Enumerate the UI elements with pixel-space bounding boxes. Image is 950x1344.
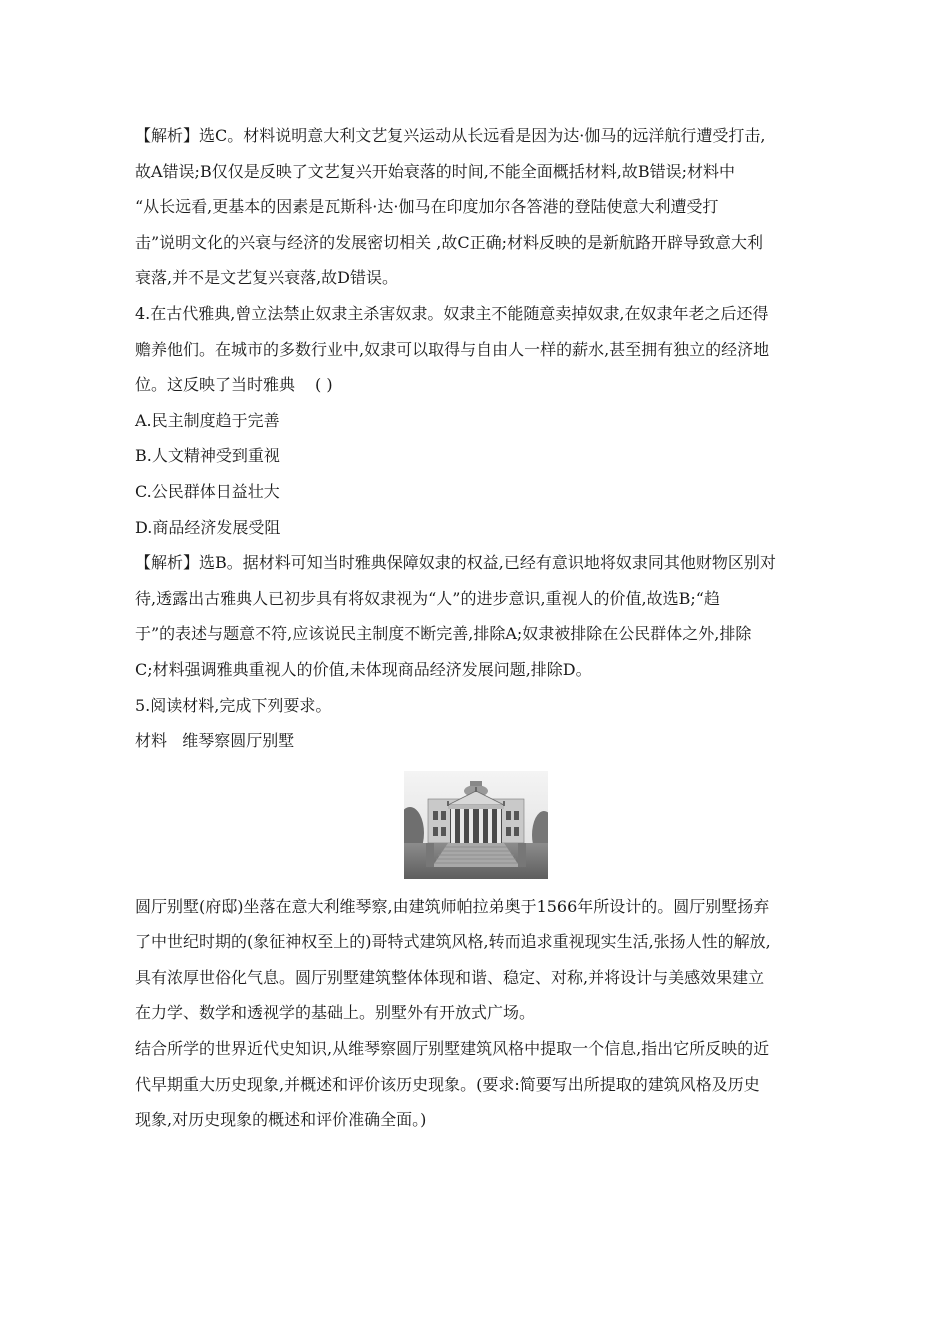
q3-analysis-line-2: 故A错误;B仅仅是反映了文艺复兴开始衰落的时间,不能全面概括材料,故B错误;材料中 [135, 161, 736, 181]
q5-material-line-1: 圆厅别墅(府邸)坐落在意大利维琴察,由建筑师帕拉弟奥于1566年所设计的。圆厅别墅扬弃 [135, 896, 770, 916]
q5-material-title: 材料 维琴察圆厅别墅 [135, 731, 295, 751]
q3-analysis-line-3: “从长远看,更基本的因素是瓦斯科·达·伽马在印度加尔各答港的登陆使意大利遭受打 [135, 197, 719, 217]
q4-option-b: B.人文精神受到重视 [135, 446, 280, 466]
q4-stem-line-1: 4.在古代雅典,曾立法禁止奴隶主杀害奴隶。奴隶主不能随意卖掉奴隶,在奴隶年老之后还得 [135, 303, 769, 323]
q5-material-line-3: 具有浓厚世俗化气息。圆厅别墅建筑整体体现和谐、稳定、对称,并将设计与美感效果建立 [135, 967, 765, 987]
q4-analysis-line-1: 【解析】选B。据材料可知当时雅典保障奴隶的权益,已经有意识地将奴隶同其他财物区别对 [135, 553, 776, 573]
q5-task-line-1: 结合所学的世界近代史知识,从维琴察圆厅别墅建筑风格中提取一个信息,指出它所反映的近 [135, 1039, 770, 1059]
page-content [135, 118, 817, 1138]
q5-task-line-3: 现象,对历史现象的概述和评价准确全面。) [135, 1110, 427, 1130]
q3-analysis-line-5: 衰落,并不是文艺复兴衰落,故D错误。 [135, 268, 399, 288]
q5-material-line-2: 了中世纪时期的(象征神权至上的)哥特式建筑风格,转而追求重视现实生活,张扬人性的解放, [135, 932, 771, 952]
q4-stem-line-3 [135, 367, 817, 403]
q3-analysis-line-4: 击”说明文化的兴衰与经济的发展密切相关 ,故C正确;材料反映的是新航路开辟导致意大利 [135, 232, 763, 252]
q5-material-line-4: 在力学、数学和透视学的基础上。别墅外有开放式广场。 [135, 1003, 536, 1023]
q5-stem: 5.阅读材料,完成下列要求。 [135, 695, 332, 715]
q4-option-c: C.公民群体日益壮大 [135, 481, 280, 501]
q4-analysis-line-2: 待,透露出古雅典人已初步具有将奴隶视为“人”的进步意识,重视人的价值,故选B;“趋 [135, 588, 720, 608]
q4-stem-line-3-text: 位。这反映了当时雅典 [135, 375, 296, 395]
q4-option-d: D.商品经济发展受阻 [135, 517, 281, 537]
q3-analysis-line-1: 【解析】选C。材料说明意大利文艺复兴运动从长远看是因为达·伽马的远洋航行遭受打击, [135, 126, 766, 145]
q5-task-line-2: 代早期重大历史现象,并概述和评价该历史现象。(要求:简要写出所提取的建筑风格及历史 [135, 1074, 760, 1094]
q4-analysis-line-4: C;材料强调雅典重视人的价值,未体现商品经济发展问题,排除D。 [135, 659, 592, 679]
q4-option-a: A.民主制度趋于完善 [135, 410, 280, 430]
q4-answer-bracket: ( ) [315, 375, 333, 395]
q4-analysis-line-3: 于”的表述与题意不符,应该说民主制度不断完善,排除A;奴隶被排除在公民群体之外,排除 [135, 624, 752, 644]
villa-rotonda-photo [404, 771, 548, 879]
q4-stem-line-2: 赡养他们。在城市的多数行业中,奴隶可以取得与自由人一样的薪水,甚至拥有独立的经济地 [135, 339, 770, 359]
